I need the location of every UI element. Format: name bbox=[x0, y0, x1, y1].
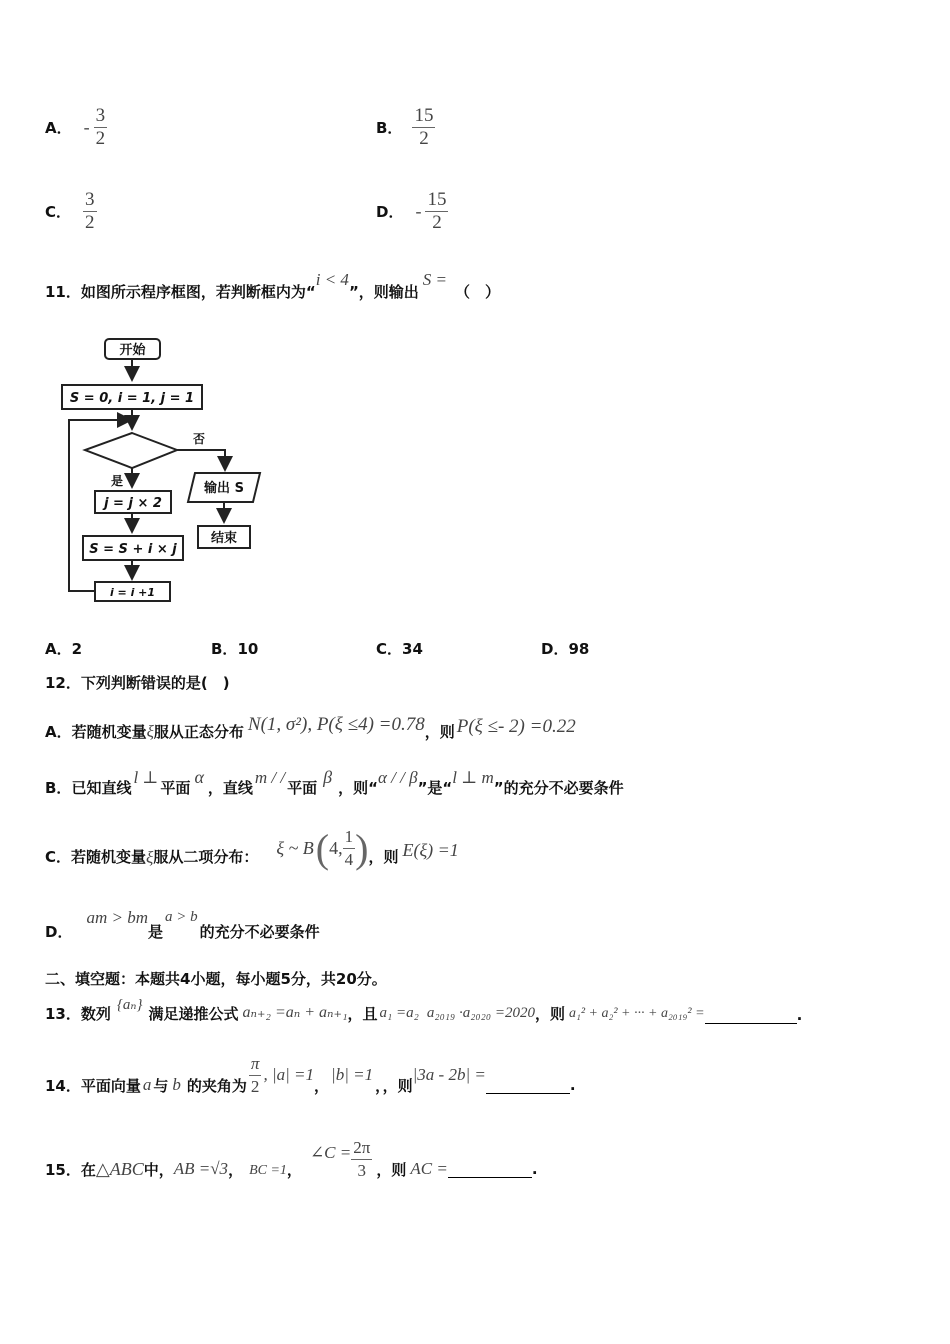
option-label: A． bbox=[45, 118, 72, 137]
angle-fraction: $\frac{2\pi}{3}$ bbox=[353, 1137, 371, 1180]
flow-output-label: 输出 S bbox=[204, 481, 244, 496]
q11-output: S = bbox=[422, 270, 448, 289]
normal-distribution: N(1, σ²), P(ξ ≤4) =0.78 bbox=[247, 714, 425, 735]
answer-blank[interactable] bbox=[705, 1003, 797, 1024]
q12-option-c: C． 若随机变量 ξ 服从二项分布： ξ ~ B ( 4, $\frac{1}{4}$ ) ，则 E(ξ) =1 bbox=[45, 825, 459, 871]
q10-option-c bbox=[45, 187, 97, 235]
option-fraction: $\frac{3}{2}$ bbox=[95, 104, 106, 149]
option-sign: - bbox=[83, 116, 90, 137]
answer-blank[interactable] bbox=[448, 1157, 532, 1178]
flow-step2-label: S = S + i × j bbox=[89, 542, 177, 557]
flow-step1-label: j = j × 2 bbox=[104, 496, 162, 511]
flow-init-label: S = 0, i = 1, j = 1 bbox=[69, 391, 195, 406]
answer-blank[interactable] bbox=[486, 1073, 570, 1094]
flow-decision bbox=[85, 433, 177, 468]
flow-end-label: 结束 bbox=[210, 531, 238, 546]
option-sign: - bbox=[415, 200, 422, 221]
q11-option-b: B．10 bbox=[211, 640, 259, 658]
q10-option-a bbox=[45, 103, 107, 151]
flow-step3-label: i = i +1 bbox=[109, 586, 156, 599]
option-label: D． bbox=[376, 202, 404, 221]
option-label: C． bbox=[45, 202, 72, 221]
q10-option-b bbox=[376, 103, 435, 151]
q11-option-d: D．98 bbox=[541, 640, 590, 658]
q12-option-d: D． am > bm 是 a > b 的充分不必要条件 bbox=[45, 908, 320, 941]
q12-option-a: A． 若随机变量 ξ 服从正态分布 N(1, σ²), P(ξ ≤4) =0.78 ，则 P(ξ ≤- 2) =0.22 bbox=[45, 714, 576, 741]
q12-stem: 12．下列判断错误的是( ) bbox=[45, 674, 230, 692]
flow-start-label: 开始 bbox=[119, 343, 146, 358]
binomial-fraction: $\frac{1}{4}$ bbox=[344, 826, 354, 869]
flow-no-label: 否 bbox=[193, 432, 206, 446]
flow-yes-label: 是 bbox=[111, 474, 124, 488]
flowchart bbox=[45, 330, 275, 620]
option-fraction: $\frac{15}{2}$ bbox=[427, 188, 447, 233]
q14: 14．平面向量 a 与 b 的夹角为 $\frac{\pi}{2}$ , |a| =1 ， |b| =1 ，，则 |3a - 2b| = . bbox=[45, 1053, 576, 1096]
angle-fraction: $\frac{\pi}{2}$ bbox=[250, 1053, 260, 1096]
q11-stem: 11．如图所示程序框图，若判断框内为“ i < 4 ”，则输出 S = （ ） bbox=[45, 270, 501, 301]
probability-result: P(ξ ≤- 2) =0.22 bbox=[456, 716, 576, 737]
binomial: ξ ~ B bbox=[276, 837, 314, 858]
q15: 15．在 △ABC 中， AB =√3 ， BC =1 ， ∠C = $\frac{2\pi}{3}$ ，则 AC = . bbox=[45, 1137, 538, 1180]
expectation: E(ξ) =1 bbox=[402, 839, 459, 860]
q11-option-c: C．34 bbox=[376, 640, 423, 658]
section-heading: 二、填空题：本题共4小题，每小题5分，共20分。 bbox=[45, 970, 387, 988]
option-fraction: $\frac{15}{2}$ bbox=[414, 104, 434, 149]
option-label: B． bbox=[376, 118, 403, 137]
q11-condition: i < 4 bbox=[315, 270, 349, 289]
q10-option-d bbox=[376, 187, 448, 235]
q11-option-a: A．2 bbox=[45, 640, 83, 658]
q13: 13．数列 {aₙ} 满足递推公式 aₙ₊₂ =aₙ + aₙ₊₁ ，且 a₁ =a₂ a₂₀₁₉ ·a₂₀₂₀ =2020 ，则 a₁² + a₂² + ··· + a₂₀₁₉² = . bbox=[45, 997, 803, 1024]
q12-option-b: B． 已知直线 l ⊥ 平面 α ，直线 m / / 平面 β ，则“ α / / β ”是“ l ⊥ m ”的充分不必要条件 bbox=[45, 767, 624, 797]
option-fraction: $\frac{3}{2}$ bbox=[85, 188, 95, 233]
